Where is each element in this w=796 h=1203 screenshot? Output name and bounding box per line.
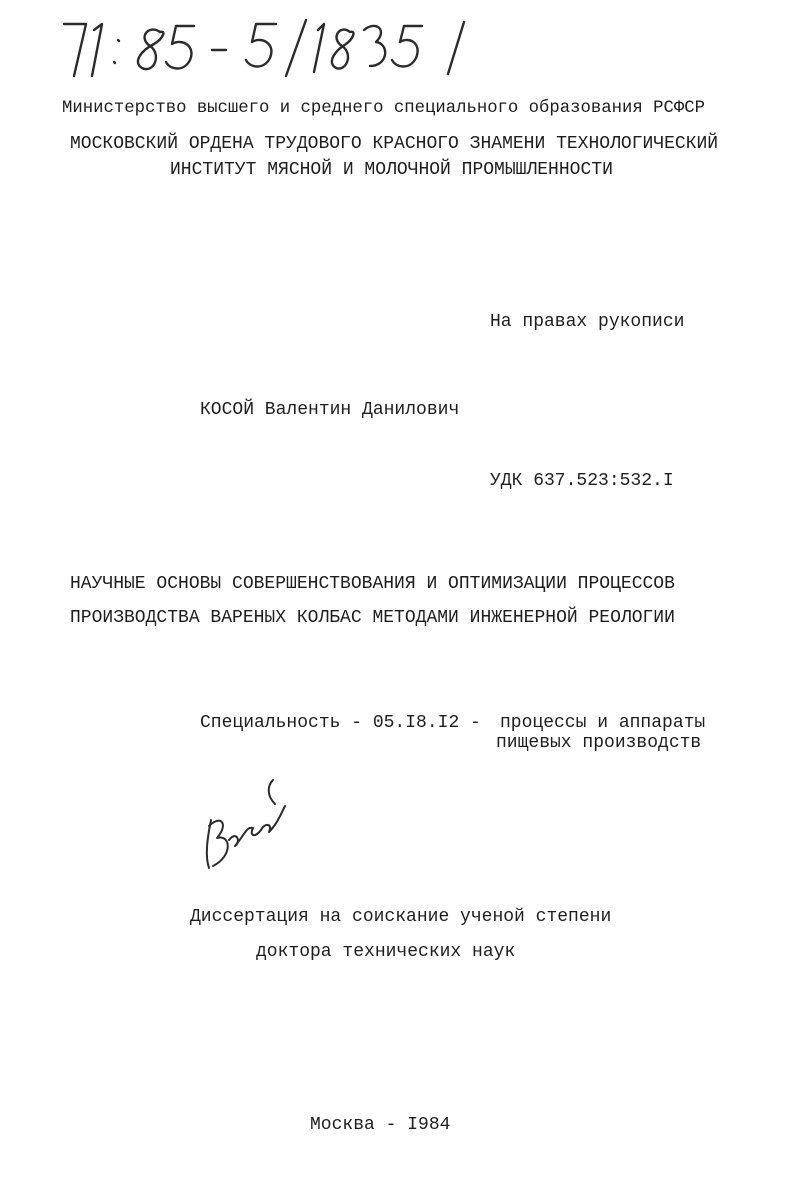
- udc-code: УДК 637.523:532.I: [490, 471, 674, 491]
- specialty-code: Специальность - 05.I8.I2 -: [200, 713, 481, 733]
- author-name: КОСОЙ Валентин Данилович: [200, 400, 460, 420]
- place-and-year: Москва - I984: [310, 1115, 451, 1135]
- degree-line-1: Диссертация на соискание ученой степени: [190, 907, 612, 927]
- degree-line-2: доктора технических наук: [256, 942, 516, 962]
- specialty-name-line-2: пищевых производств: [496, 733, 702, 753]
- dissertation-title-line-2: ПРОИЗВОДСТВА ВАРЕНЫХ КОЛБАС МЕТОДАМИ ИНЖЕНЕРНОЙ РЕОЛОГИИ: [70, 608, 675, 628]
- manuscript-rights-note: На правах рукописи: [490, 312, 685, 332]
- specialty-name-line-1: процессы и аппараты: [500, 713, 706, 733]
- handwritten-archive-number: [50, 10, 480, 85]
- ministry-line: Министерство высшего и среднего специального образования РСФСР: [62, 99, 705, 118]
- institute-name-line-2: ИНСТИТУТ МЯСНОЙ И МОЛОЧНОЙ ПРОМЫШЛЕННОСТИ: [170, 160, 613, 180]
- dissertation-title-line-1: НАУЧНЫЕ ОСНОВЫ СОВЕРШЕНСТВОВАНИЯ И ОПТИМИЗАЦИИ ПРОЦЕССОВ: [70, 574, 675, 594]
- institute-name-line-1: МОСКОВСКИЙ ОРДЕНА ТРУДОВОГО КРАСНОГО ЗНАМЕНИ ТЕХНОЛОГИЧЕСКИЙ: [70, 134, 719, 154]
- handwritten-signature: [195, 770, 305, 880]
